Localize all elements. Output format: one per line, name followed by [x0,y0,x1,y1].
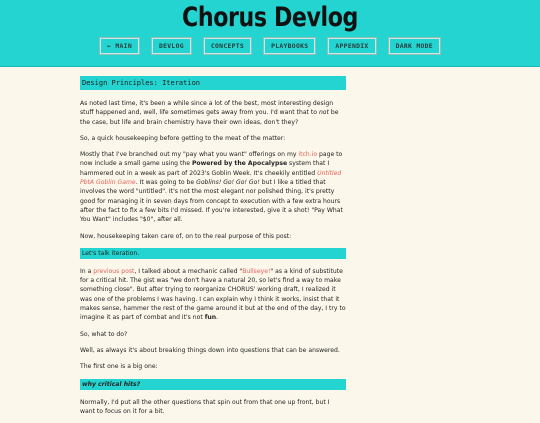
nav-concepts-link[interactable]: CONCEPTS [204,38,251,54]
text: In a [80,267,94,275]
section-heading: Let's talk iteration. [80,248,346,259]
text: but I like a titled that involves the word "untitled". It's not the most elegant nor polished thing, it's pretty good for managing it in seven days from concept to execution with a few extra hours after the fact to fix a few bits I'd missed. If you're interested, give it a shot! "Pay What You Want" includes "$0", after all. [80,179,343,224]
text: system that I hammered out in a week as part of 2023's Goblin Week. It's cheekily entitled [80,160,330,177]
post-paragraph: So, what to do? [80,330,128,338]
nav-main-link[interactable]: ← MAIN [100,38,139,54]
site-header [0,0,540,67]
emphasis: Goblins! Go! Go! Go! [196,179,260,187]
text: page to now include a small game using the [80,151,343,168]
emphasis: not [318,109,329,117]
post-paragraph: Well, as always it's about breaking things down into questions that can be answered. [80,346,340,354]
text: be the case, but life and brain chemistry have their own ideas, don't they? [80,109,339,126]
bullseye-link[interactable]: Bullseye! [242,267,271,275]
post-content [80,76,346,423]
bold-text: Powered by the Apocalypse [191,160,288,168]
untitled-goblin-game-link[interactable]: Untitled PbtA Goblin Game [80,169,342,187]
nav-playbooks-link[interactable]: PLAYBOOKS [264,38,315,54]
dark-mode-toggle[interactable]: DARK MODE [389,38,440,54]
post-paragraph: The first one is a big one: [80,363,158,371]
text: " as a kind of substitute for a critical hit. The gist was "we don't have a natural 20, so let's find a way to make something close". But after trying to reorganize CHORUS' working draft, I realized it was one of the problems I was having. I can explain why I think it works, insist that it makes sense, hammer the rest of the game around it but at the end of the day, I try to imagine it as part of combat and it's not [80,267,346,322]
post-paragraph [80,99,346,127]
post-heading: Design Principles: Iteration [80,76,346,90]
nav-devlog-link[interactable]: DEVLOG [152,38,191,54]
text: , I talked about a mechanic called " [134,267,243,275]
nav-appendix-link[interactable]: APPENDIX [328,38,375,54]
post-paragraph [80,150,346,224]
post-paragraph: Normally, I'd put all the other questions that spin out from that one up front, but I want to focus on it for a bit. [80,398,330,415]
previous-post-link[interactable]: previous post [93,267,135,275]
text: . [216,314,218,322]
itch-io-link[interactable]: itch.io [298,151,318,159]
text: As noted last time, it's been a while since a lot of the best, most interesting design stuff happened and, well, life sometimes gets away from you. I'd want that to [80,100,334,117]
section-heading [80,379,346,390]
post-paragraph: Now, housekeeping taken care of, on to the real purpose of this post: [80,232,292,240]
section-heading-text: why critical hits? [82,380,141,388]
post-paragraph [80,267,346,323]
main-nav [0,38,540,54]
text: Mostly that I've branched out my "pay what you want" offerings on my [80,151,299,159]
bold-text: fun [204,314,217,322]
post-paragraph: So, a quick housekeeping before getting to the meat of the matter: [80,134,286,142]
text: . It was going to be [135,179,197,187]
site-title: Chorus Devlog [182,2,358,33]
